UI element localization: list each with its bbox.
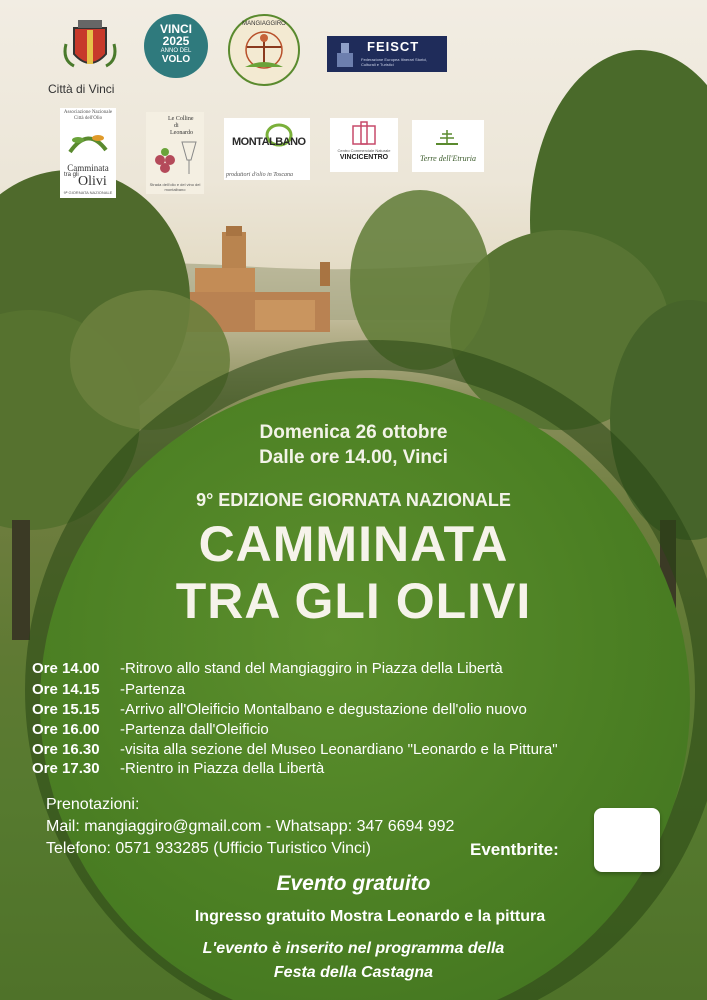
schedule-row [32,760,324,777]
logo-feisct [327,36,447,72]
schedule-row [32,681,185,698]
olive-branch-icon [60,122,116,162]
program-note-line1: L'evento è inserito nel programma della [202,940,505,957]
vincicentro-icon [349,120,379,148]
schedule-time: Ore 16.30 [32,741,100,758]
logo-vinci-2025 [144,14,208,78]
schedule-time: Ore 14.00 [32,660,100,677]
vinci2025-line1: VINCI [159,22,192,36]
etruria-tree-icon [432,124,462,148]
vincicentro-top-label: Centro Commerciale Naturale [337,148,391,153]
schedule-time: Ore 15.15 [32,701,100,718]
vinci2025-line3: ANNO DEL [160,48,192,54]
city-crest-icon [60,14,120,76]
mangiaggiro-label: MANGIAGGIRO [242,21,286,27]
schedule-desc: -Arrivo all'Oleificio Montalbano e degustazione dell'olio nuovo [120,701,527,718]
camminata-logo-line3: Olivi [78,174,107,189]
schedule-time: Ore 16.00 [32,721,100,738]
schedule-row [32,741,558,758]
colline-line2: di [174,123,179,129]
logo-vincicentro [330,118,398,172]
eventbrite-label: Eventbrite: [470,840,559,859]
vitruvian-figure-icon [239,27,289,73]
schedule-desc: -Rientro in Piazza della Libertà [120,760,325,777]
feisct-label: FEISCT [367,39,420,54]
schedule-row [32,721,269,738]
camminata-logo-subtitle: 9ª GIORNATA NAZIONALE [63,190,113,195]
olio-assoc-label: Associazione Nazionale Città dell'Olio [63,110,113,121]
free-event: Evento gratuito [276,872,431,895]
logo-colline-leonardo [146,112,204,194]
city-name: Città di Vinci [48,82,115,96]
schedule-desc: -Partenza dall'Oleificio [120,721,269,738]
event-date: Domenica 26 ottobre [259,422,448,443]
montalbano-label: MONTALBANO [232,136,306,148]
schedule-desc: -Ritrovo allo stand del Mangiaggiro in Piazza della Libertà [120,660,503,677]
camminata-logo-line2: tra gli [64,172,79,178]
etruria-label: Terre dell'Etruria [419,154,476,163]
colline-line3: Leonardo [170,130,193,136]
colline-line1: Le Colline [168,116,194,122]
grapes-and-glass-icon [146,134,204,180]
logo-montalbano [224,118,310,180]
logo-mangiaggiro [228,14,300,86]
free-museum-entry: Ingresso gratuito Mostra Leonardo e la pittura [194,908,546,925]
montalbano-subtitle: produttori d'olio in Toscana [226,172,294,178]
booking-heading: Prenotazioni: [46,796,140,813]
event-title-line2: TRA GLI OLIVI [175,573,532,629]
eventbrite-qr-box[interactable] [594,808,660,872]
feisct-subtitle: Federazione Europea Itinerari Storici, Culturali e Turistici [361,57,428,67]
logo-citta-di-vinci [48,14,120,96]
schedule-time: Ore 17.30 [32,760,100,777]
program-note-line2: Festa della Castagna [273,964,434,981]
logo-terre-etruria [412,120,484,172]
schedule-row [32,701,527,718]
logo-camminata-olivi [60,108,116,198]
event-time-place: Dalle ore 14.00, Vinci [259,447,448,468]
feisct-tower-icon [333,39,359,69]
schedule-row [32,660,503,677]
colline-subtitle: Strada dell'olio e del vino del montalbano [149,182,201,192]
schedule-desc: -visita alla sezione del Museo Leonardiano "Leonardo e la Pittura" [120,741,558,758]
camminata-logo-line1: Camminata [67,163,109,173]
vinci2025-line4: VOLO [161,54,191,65]
schedule-desc: -Partenza [120,681,186,698]
booking-phone[interactable]: Telefono: 0571 933285 (Ufficio Turistico Vinci) [46,840,371,857]
vincicentro-label: VINCICENTRO [339,154,389,161]
schedule-time: Ore 14.15 [32,681,100,698]
event-title-line1: CAMMINATA [198,516,509,572]
vinci2025-line2: 2025 [162,34,190,48]
event-edition: 9° EDIZIONE GIORNATA NAZIONALE [196,490,511,510]
booking-mail-whatsapp[interactable]: Mail: mangiaggiro@gmail.com - Whatsapp: 347 6694 992 [46,818,455,835]
